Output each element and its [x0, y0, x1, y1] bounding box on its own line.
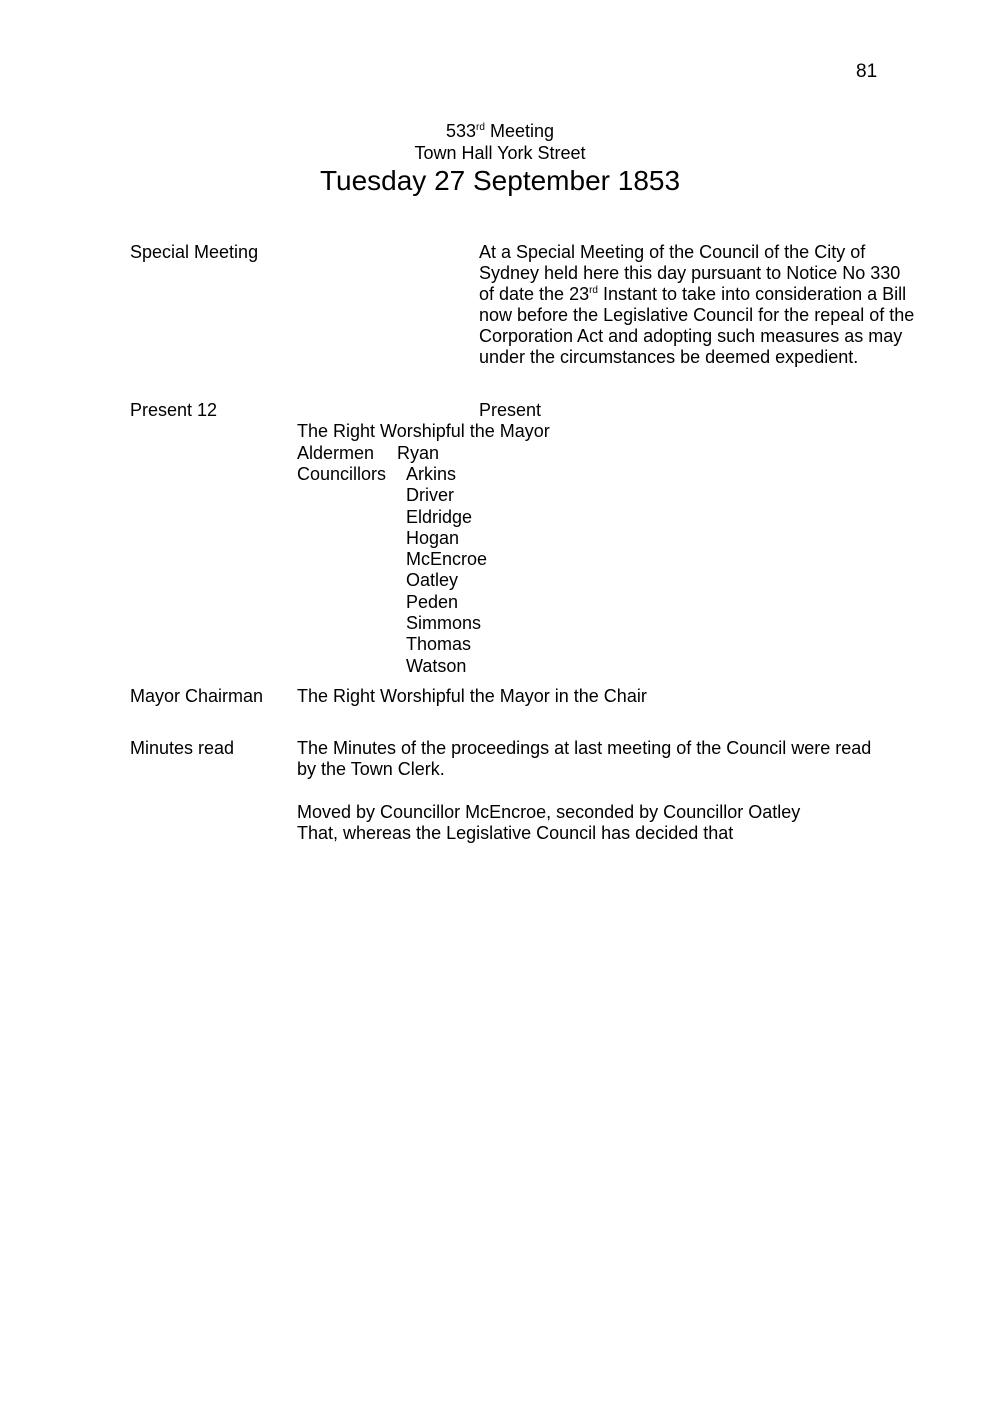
motion-line-2: That, whereas the Legislative Council has decided that: [297, 823, 734, 843]
councillor-name: Thomas: [406, 634, 472, 655]
special-meeting-paragraph: [479, 242, 919, 368]
meeting-number: [0, 121, 1000, 142]
meeting-word: Meeting: [484, 121, 554, 141]
special-meeting-sup: rd: [589, 285, 598, 296]
margin-mayor-chairman: Mayor Chairman: [130, 686, 264, 706]
councillors-label: Councillors: [297, 464, 387, 484]
mayor-line: The Right Worshipful the Mayor: [297, 421, 550, 441]
councillor-name: Hogan: [406, 527, 460, 548]
meeting-number-suffix: rd: [476, 122, 485, 133]
councillor-name: Eldridge: [406, 506, 473, 527]
alderman-name: Ryan: [397, 443, 440, 463]
councillor-name: Oatley: [406, 570, 459, 591]
chairman-text: The Right Worshipful the Mayor in the Chair: [297, 686, 647, 706]
special-meeting-text-part2: Instant to take into consideration a Bill now before the Legislative Council for the repeal of the Corporation Act and adopting such measures as may under the circumstances be deemed expedient.: [479, 284, 915, 367]
councillor-name: Arkins: [406, 464, 457, 484]
special-meeting-text-part1: At a Special Meeting of the Council of the City of Sydney held here this day pursuant to Notice No 330 of date the 23: [479, 242, 901, 304]
councillor-name: Peden: [406, 591, 459, 612]
aldermen-label: Aldermen: [297, 443, 375, 463]
minutes-line-2: by the Town Clerk.: [297, 759, 445, 779]
page-number: 81: [856, 61, 878, 82]
meeting-number-value: 533: [446, 121, 477, 141]
present-heading: Present: [479, 400, 542, 420]
councillor-name: Simmons: [406, 613, 482, 634]
councillors-list: [406, 464, 487, 677]
councillor-name: Driver: [406, 485, 454, 506]
minutes-line-1: The Minutes of the proceedings at last meeting of the Council were read: [297, 738, 872, 758]
councillor-name: McEncroe: [406, 549, 488, 570]
councillor-name: Watson: [406, 655, 467, 676]
meeting-date: Tuesday 27 September 1853: [319, 165, 681, 196]
motion-line-1: Moved by Councillor McEncroe, seconded by Councillor Oatley: [297, 802, 801, 822]
margin-special-meeting: Special Meeting: [130, 242, 259, 262]
margin-minutes-read: Minutes read: [130, 738, 235, 758]
meeting-location: Town Hall York Street: [414, 143, 586, 163]
margin-present: Present 12: [130, 400, 218, 420]
